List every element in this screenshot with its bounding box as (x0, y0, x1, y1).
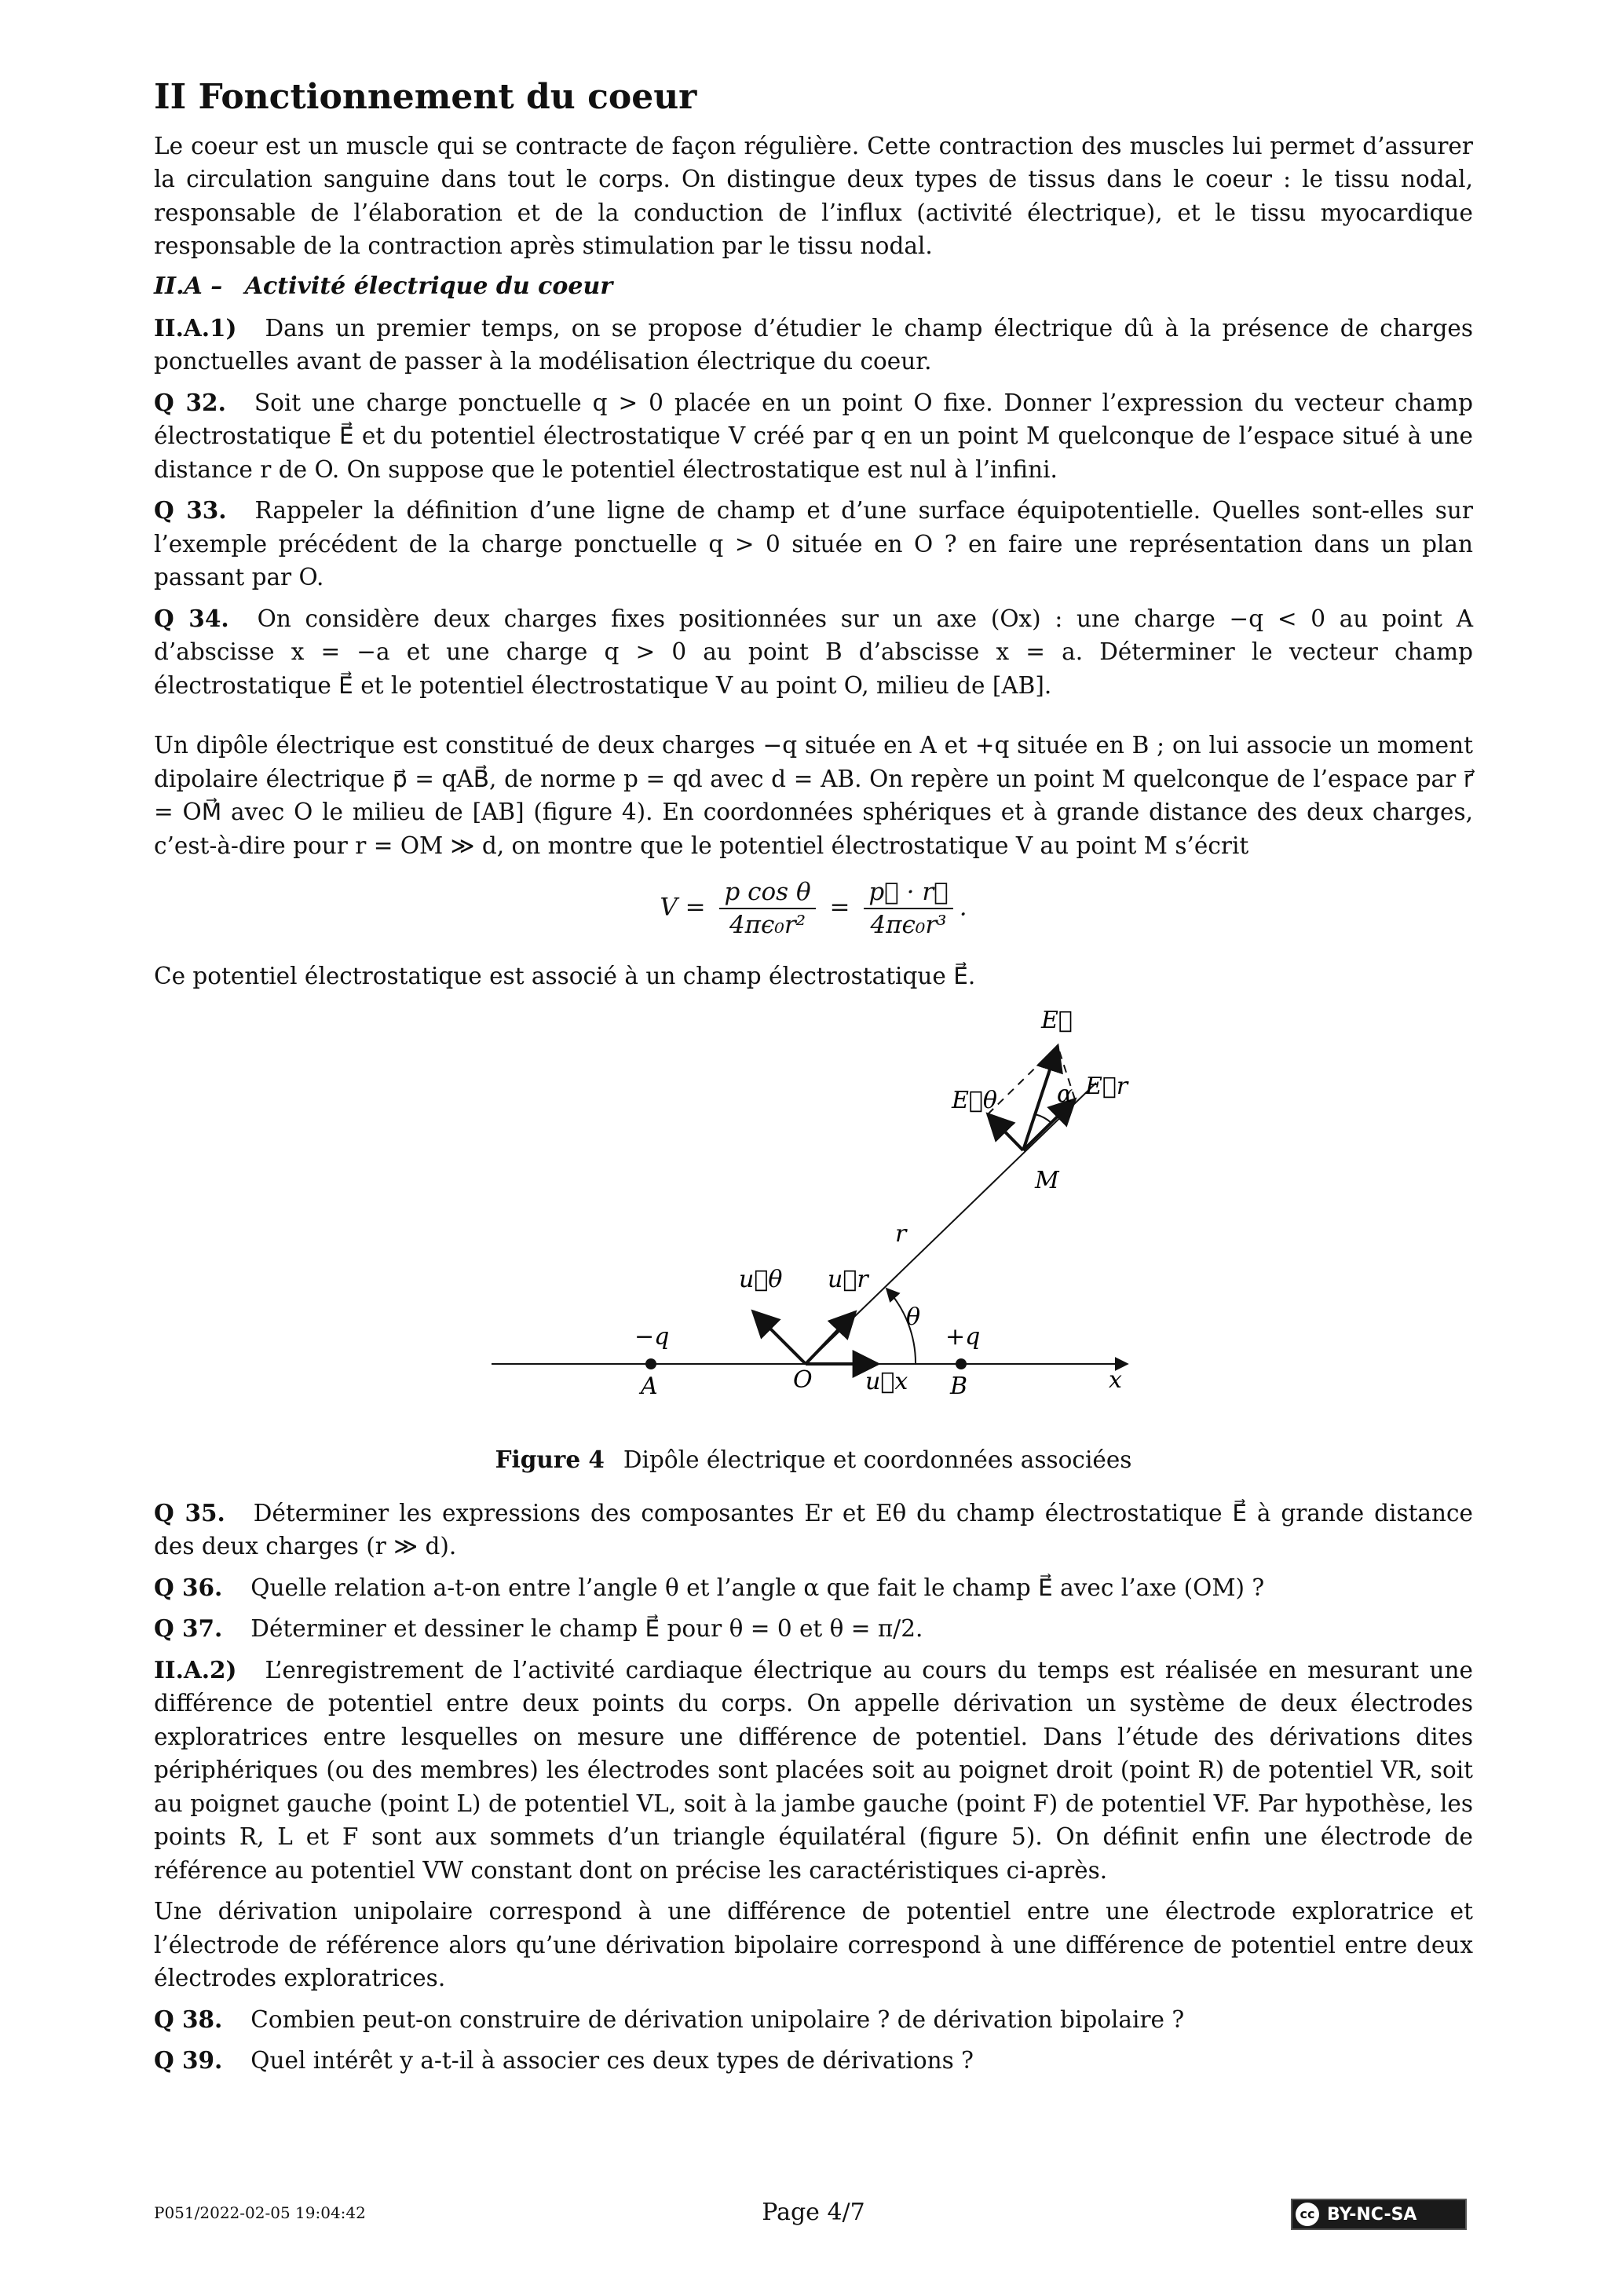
label-alpha: α (1057, 1080, 1073, 1108)
formula-denominator-2: 4πϵ₀r³ (870, 911, 947, 940)
question-38 (154, 2003, 1473, 2037)
label-minus-q: −q (634, 1322, 670, 1351)
section-title: II Fonctionnement du coeur (154, 77, 697, 117)
question-33 (154, 494, 1473, 594)
figure-caption (154, 1446, 1473, 1473)
question-label: Q 38. (154, 2005, 223, 2033)
question-label: Q 33. (154, 496, 227, 525)
part1-label: II.A.1) (154, 313, 237, 342)
page-content (154, 77, 1473, 2078)
label-O: O (793, 1366, 813, 1394)
cc-icon: cc (1296, 2203, 1319, 2226)
part2-label: II.A.2) (154, 1655, 237, 1684)
potential-formula (154, 878, 1473, 939)
ur-vector (806, 1312, 855, 1364)
label-M: M (1035, 1166, 1059, 1194)
formula-end: . (959, 893, 967, 922)
formula-fraction-2 (864, 878, 952, 939)
question-text: Déterminer les expressions des composantes Er et Eθ du champ électrostatique E⃗ à grande distance des deux charges (r ≫ d). (154, 1499, 1473, 1560)
question-text: Combien peut-on construire de dérivation unipolaire ? de dérivation bipolaire ? (250, 2005, 1185, 2033)
utheta-vector (753, 1311, 806, 1364)
field-paragraph: Ce potentiel électrostatique est associé à un champ électrostatique E⃗. (154, 963, 976, 990)
question-text: Déterminer et dessiner le champ E⃗ pour θ = 0 et θ = π/2. (250, 1615, 923, 1643)
label-utheta: u⃗θ (739, 1265, 783, 1293)
license-badge[interactable] (1291, 2199, 1467, 2230)
formula-numerator-2: p⃗ · r⃗ (864, 878, 952, 909)
label-Er: E⃗r (1085, 1072, 1128, 1100)
part2-paragraph (154, 1654, 1473, 1888)
footer-page-number: Page 4/7 (762, 2199, 865, 2226)
formula-lhs: V = (660, 893, 706, 922)
subsection-number: II.A – (154, 272, 223, 300)
question-37 (154, 1612, 1473, 1646)
part2-paragraph-2: Une dérivation unipolaire correspond à une différence de potentiel entre une électrode exploratrice et l’électrode de référence alors qu’une dérivation bipolaire correspond à une différence de potentiel entre deux électrodes exploratrices. (154, 1898, 1473, 1992)
dipole-paragraph: Un dipôle électrique est constitué de deux charges −q située en A et +q située en B ; on lui associe un moment dipolaire électrique p⃗ = qAB⃗, de norme p = qd avec d = AB. On repère un point M quelconque de l’espace par r⃗ = OM⃗ avec O le milieu de [AB] (figure 4). En coordonnées sphériques et à grande distance des deux charges, c’est-à-dire pour r = OM ≫ d, on montre que le potentiel électrostatique V au point M s’écrit (154, 732, 1473, 859)
question-label: Q 34. (154, 604, 229, 632)
formula-equals: = (829, 893, 850, 922)
label-B: B (950, 1372, 968, 1400)
question-text: Rappeler la définition d’une ligne de champ et d’une surface équipotentielle. Quelles sont-elles sur l’exemple précédent de la charge ponctuelle q > 0 située en O ? en faire une représentation dans un plan passant par O. (154, 497, 1474, 591)
footer-timestamp: P051/2022-02-05 19:04:42 (154, 2203, 366, 2222)
formula-numerator-1: p cos θ (719, 878, 815, 909)
label-theta: θ (906, 1303, 921, 1331)
charge-B (956, 1358, 967, 1369)
question-label: Q 35. (154, 1498, 225, 1526)
question-text: Quelle relation a-t-on entre l’angle θ et l’angle α que fait le champ E⃗ avec l’axe (OM) ? (250, 1574, 1265, 1601)
figure-4 (154, 1001, 1473, 1441)
question-label: Q 32. (154, 388, 226, 416)
label-Etheta: E⃗θ (952, 1086, 997, 1114)
question-35 (154, 1497, 1473, 1563)
page-footer (154, 2199, 1473, 2230)
label-x: x (1109, 1366, 1122, 1394)
subsection-heading (154, 269, 1473, 304)
label-r: r (895, 1219, 907, 1248)
label-A: A (641, 1372, 658, 1400)
etheta-vector (988, 1114, 1023, 1150)
section-intro: Le coeur est un muscle qui se contracte de façon régulière. Cette contraction des muscles lui permet d’assurer la circulation sanguine dans tout le corps. On distingue deux types de tissus dans le coeur : le tissu nodal, responsable de l’élaboration et de la conduction de l’influx (activité électrique), et le tissu myocardique responsable de la contraction après stimulation par le tissu nodal. (154, 132, 1473, 260)
label-ux: u⃗x (865, 1367, 908, 1395)
part2-text: L’enregistrement de l’activité cardiaque électrique au cours du temps est réalisée en mesurant une différence de potentiel entre deux points du corps. On appelle dérivation un système de deux électrodes exploratrices entre lesquelles on mesure une différence de potentiel. Dans l’étude des dérivations dites périphériques (ou des membres) les électrodes sont placées soit au poignet droit (point R) de potentiel VR, soit au poignet gauche (point L) de potentiel VL, soit à la jambe gauche (point F) de potentiel VF. Par hypothèse, les points R, L et F sont aux sommets d’un triangle équilatéral (figure 5). On définit enfin une électrode de référence au potentiel VW constant dont on précise les caractéristiques ci-après. (154, 1656, 1473, 1884)
subsection-title: Activité électrique du coeur (244, 272, 613, 300)
formula-denominator-1: 4πϵ₀r² (729, 911, 806, 940)
charge-A (645, 1358, 656, 1369)
question-36 (154, 1571, 1473, 1605)
part1-text: Dans un premier temps, on se propose d’étudier le champ électrique dû à la présence de charges ponctuelles avant de passer à la modélisation électrique du coeur. (154, 314, 1473, 375)
label-E: E⃗ (1041, 1006, 1073, 1034)
license-text: BY-NC-SA (1327, 2204, 1417, 2225)
formula-fraction-1 (719, 878, 815, 939)
question-34 (154, 602, 1473, 703)
question-label: Q 36. (154, 1573, 223, 1601)
question-label: Q 39. (154, 2046, 223, 2075)
question-label: Q 37. (154, 1614, 223, 1643)
question-text: On considère deux charges fixes positionnées sur un axe (Ox) : une charge −q < 0 au point A d’abscisse x = −a et une charge q > 0 au point B d’abscisse x = a. Déterminer le vecteur champ électrostatique E⃗ et le potentiel électrostatique V au point O, milieu de [AB]. (154, 605, 1473, 699)
part1-paragraph (154, 312, 1473, 378)
question-32 (154, 386, 1473, 487)
question-39 (154, 2044, 1473, 2078)
label-plus-q: +q (945, 1322, 981, 1351)
alpha-arc (1035, 1114, 1051, 1123)
figure-caption-text: Dipôle électrique et coordonnées associées (623, 1446, 1132, 1473)
dipole-diagram (154, 1001, 1473, 1441)
figure-caption-label: Figure 4 (495, 1445, 605, 1473)
om-line (806, 1083, 1096, 1364)
label-ur: u⃗r (828, 1265, 868, 1293)
question-text: Quel intérêt y a-t-il à associer ces deux types de dérivations ? (250, 2047, 974, 2075)
question-text: Soit une charge ponctuelle q > 0 placée en un point O fixe. Donner l’expression du vecteur champ électrostatique E⃗ et du potentiel électrostatique V créé par q en un point M quelconque de l’espace situé à une distance r de O. On suppose que le potentiel électrostatique est nul à l’infini. (154, 389, 1473, 483)
